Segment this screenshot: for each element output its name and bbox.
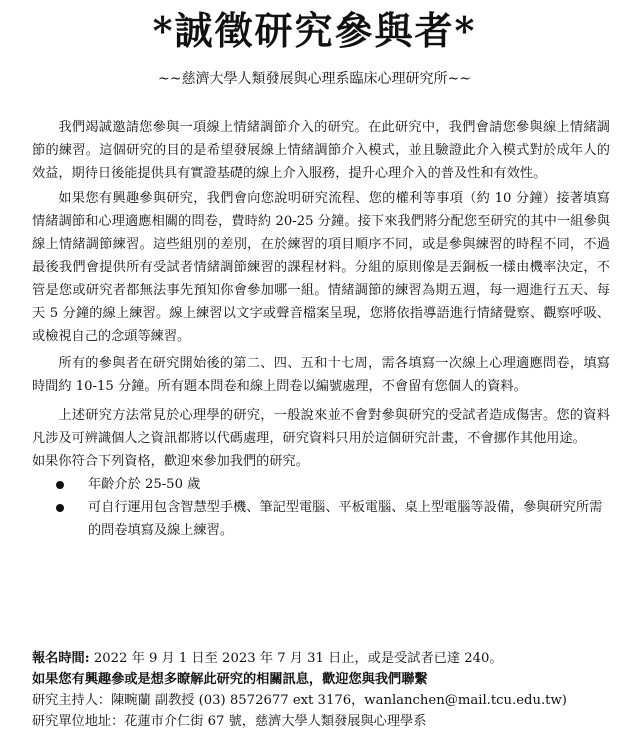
principal-investigator: 研究主持人：陳畹蘭 副教授 (03) 8572677 ext 3176，wanlanchen@mail.tcu.edu.tw) — [32, 693, 567, 708]
paragraph-intro: 我們竭誠邀請您參與一項線上情緒調節介入的研究。在此研究中，我們會請您參與線上情緒調節的練習。這個研究的目的是希望發展線上情緒調節介入模式，並且驗證此介入模式對於成年人的效益，期待日後能提供具有實證基礎的線上介入服務，提升心理介入的普及性和有效性。 — [32, 120, 610, 181]
page-title: *誠徵研究參與者* — [152, 8, 477, 53]
list-item — [32, 473, 610, 496]
eligibility-list — [32, 473, 610, 542]
registration-label: 報名時間: — [32, 651, 90, 666]
list-item — [32, 496, 610, 542]
bullet-icon — [56, 504, 64, 512]
paragraph-privacy: 上述研究方法常見於心理學的研究，一般說來並不會對參與研究的受試者造成傷害。您的資料凡涉及可辨識個人之資訊都將以代碼處理，研究資料只用於這個研究計畫，不會挪作其他用途。 — [32, 408, 610, 446]
page-subtitle: ~~慈濟大學人類發展與心理系臨床心理研究所~~ — [158, 71, 471, 87]
eligibility-age: 年齡介於 25-50 歲 — [88, 477, 201, 492]
footer-info — [32, 648, 622, 732]
eligibility-intro: 如果你符合下列資格，歡迎來參加我們的研究。 — [32, 454, 309, 469]
registration-text: 2022 年 9 月 1 日至 2023 年 7 月 31 日止，或是受試者已達 240。 — [89, 651, 503, 666]
body-text — [32, 116, 610, 542]
paragraph-questionnaires: 所有的參與者在研究開始後的第二、四、五和十七周，需各填寫一次線上心理適應問卷，填寫時間約 10-15 分鐘。所有題本問卷和線上問卷以編號處理，不會留有您個人的資料。 — [32, 356, 610, 394]
paragraph-procedure: 如果您有興趣參與研究，我們會向您說明研究流程、您的權利等事項（約 10 分鐘）接著填寫情緒調節和心理適應相關的問卷，費時約 20-25 分鐘。接下來我們將分配您至研究的其中一組參與線上情緒調節練習。這些組別的差別，在於練習的項目順序不同，或是參與練習的時程不同，不過最後我們會提供所有受試者情緒調節練習的課程材料。分組的原則像是丟銅板一樣由機率決定，不管是您或研究者都無法事先預知你會參加哪一組。情緒調節的練習為期五週，每一週進行五天、每天 5 分鐘的線上練習。線上練習以文字或聲音檔案呈現，您將依指導語進行情緒覺察、觀察呼吸、或檢視自己的念頭等練習。 — [32, 191, 610, 344]
eligibility-devices: 可自行運用包含智慧型手機、筆記型電腦、平板電腦、桌上型電腦等設備，參與研究所需的問卷填寫及線上練習。 — [88, 500, 603, 538]
bullet-icon — [56, 481, 64, 489]
registration-period — [32, 648, 622, 669]
contact-prompt: 如果您有興趣參或是想多瞭解此研究的相關訊息，歡迎您與我們聯繫 — [32, 672, 428, 687]
research-address: 研究單位地址：花蓮市介仁街 67 號，慈濟大學人類發展與心理學系 — [32, 714, 427, 729]
